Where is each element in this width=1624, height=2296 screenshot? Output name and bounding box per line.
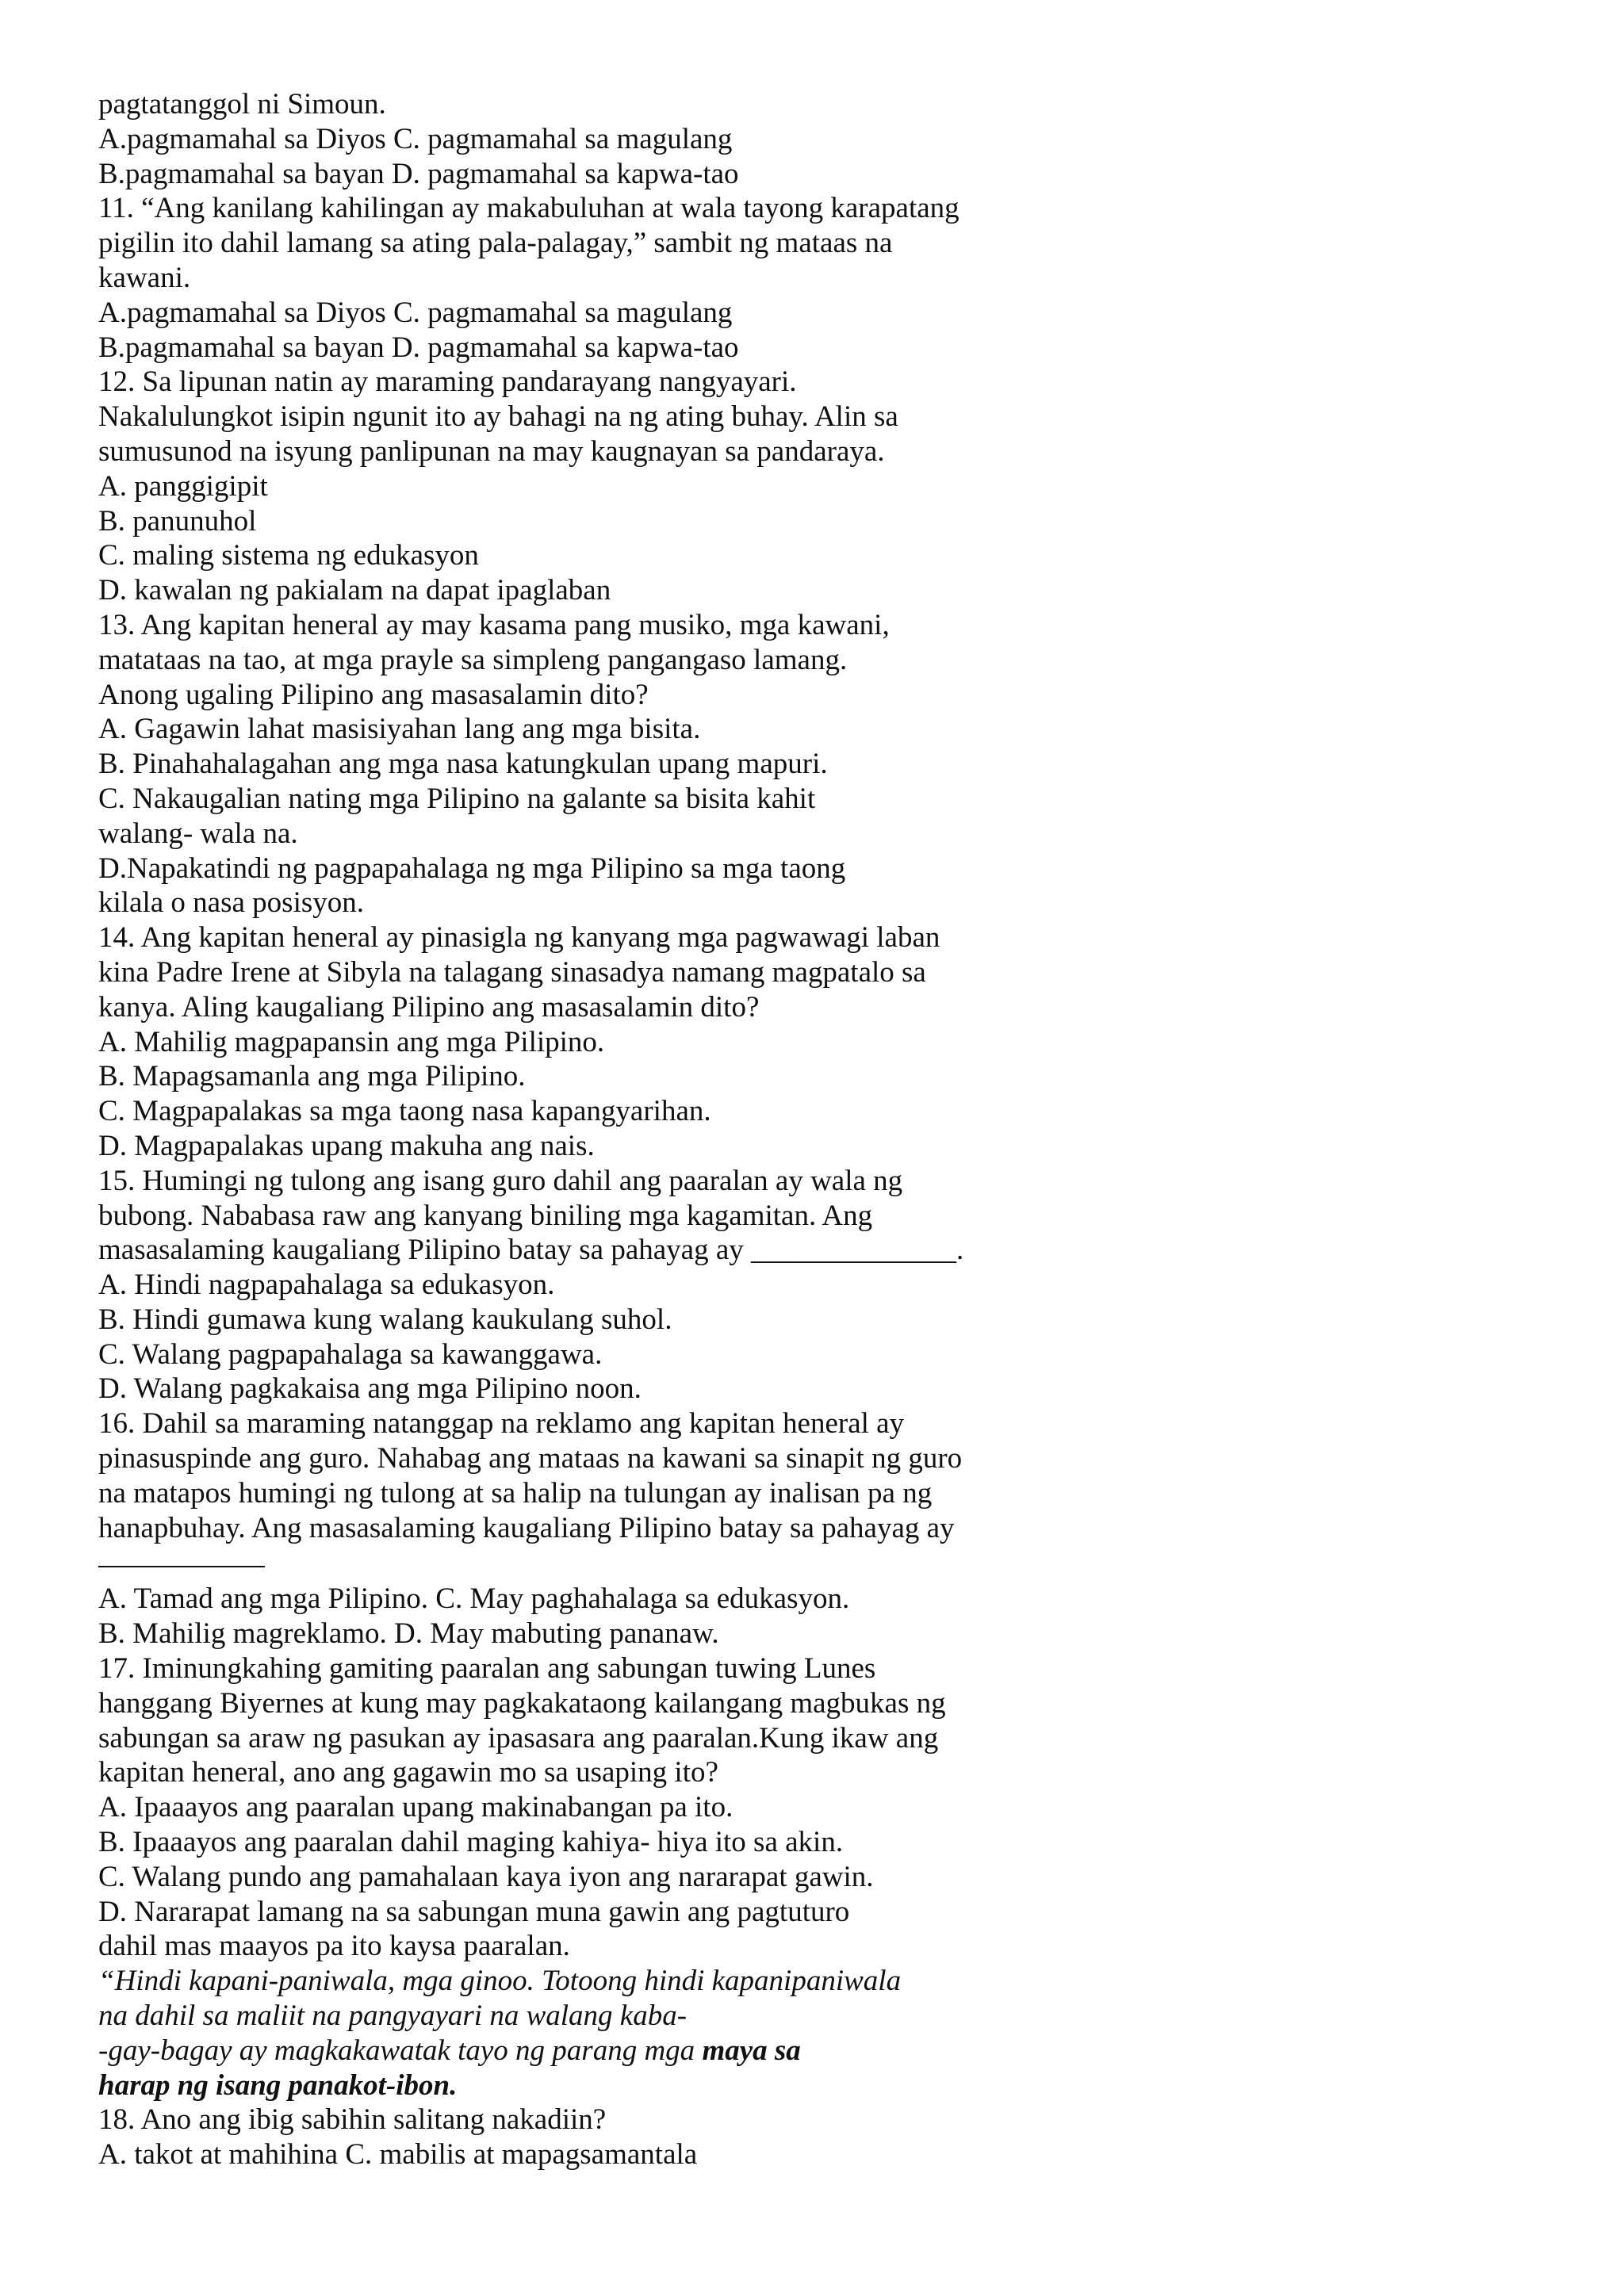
answer-blank [98,1545,265,1567]
text-line: pinasuspinde ang guro. Nahabag ang mataas na kawani sa sinapit ng guro [98,1442,963,1475]
text-line: sabungan sa araw ng pasukan ay ipasasara ang paaralan.Kung ikaw ang [98,1721,939,1755]
quote-line: na dahil sa maliit na pangyayari na walang kaba- [98,1999,688,2033]
question-block-10-16 [98,87,1573,1545]
text-line: kapitan heneral, ano ang gagawin mo sa usaping ito? [98,1756,718,1789]
text-line: B. Hindi gumawa kung walang kaukulang suhol. [98,1303,672,1336]
quote-emphasis-line: harap ng isang panakot-ibon. [98,2068,458,2102]
text-line: A.pagmamahal sa Diyos C. pagmamahal sa magulang [98,122,733,155]
text-line: matataas na tao, at mga prayle sa simpleng pangangaso lamang. [98,643,848,676]
text-line: kina Padre Irene at Sibyla na talagang sinasadya namang magpatalo sa [98,955,926,989]
text-line: 14. Ang kapitan heneral ay pinasigla ng kanyang mga pagwawagi laban [98,921,940,955]
text-line: D. Walang pagkakaisa ang mga Pilipino noon. [98,1372,642,1406]
text-line: 17. Iminungkahing gamiting paaralan ang sabungan tuwing Lunes [98,1652,876,1686]
quote-passage [98,1964,1573,2103]
text-line: A. Gagawin lahat masisiyahan lang ang mga bisita. [98,713,701,746]
text-line: B. Mapagsamanla ang mga Pilipino. [98,1060,526,1093]
text-line: A. panggigipit [98,469,268,503]
text-line: B. panunuhol [98,504,257,538]
text-line: 13. Ang kapitan heneral ay may kasama pang musiko, mga kawani, [98,608,890,641]
text-line: pigilin ito dahil lamang sa ating pala-palagay,” sambit ng mataas na [98,227,893,260]
text-line: A. Hindi nagpapahalaga sa edukasyon. [98,1269,555,1302]
text-line: A. Mahilig magpapansin ang mga Pilipino. [98,1025,605,1058]
text-line: A. takot at mahihina C. mabilis at mapagsamantala [98,2138,698,2172]
text-line: D.Napakatindi ng pagpapahalaga ng mga Pilipino sa mga taong [98,851,846,885]
text-line: 15. Humingi ng tulong ang isang guro dahil ang paaralan ay wala ng [98,1164,903,1197]
text-line: A. Ipaaayos ang paaralan upang makinabangan pa ito. [98,1791,733,1824]
quote-line [98,2034,1573,2068]
text-line: bubong. Nababasa raw ang kanyang biniling mga kagamitan. Ang [98,1199,873,1232]
text-line: C. Magpapalakas sa mga taong nasa kapangyarihan. [98,1095,711,1128]
text-line: walang- wala na. [98,817,298,850]
text-line: C. maling sistema ng edukasyon [98,539,479,572]
text-line: kanya. Aling kaugaliang Pilipino ang masasalamin dito? [98,990,760,1024]
text-line: hanapbuhay. Ang masasalaming kaugaliang Pilipino batay sa pahayag ay [98,1511,955,1544]
text-line: hanggang Biyernes at kung may pagkakataong kailangang magbukas ng [98,1686,946,1720]
text-line: B. Pinahahalagahan ang mga nasa katungkulan upang mapuri. [98,748,828,781]
quote-emphasis: maya sa [702,2034,801,2067]
text-line: C. Walang pagpapahalaga sa kawanggawa. [98,1337,603,1371]
text-line: dahil mas maayos pa ito kaysa paaralan. [98,1930,570,1963]
text-line: 16. Dahil sa maraming natanggap na reklamo ang kapitan heneral ay [98,1407,905,1441]
text-line: C. Walang pundo ang pamahalaan kaya iyon ang nararapat gawin. [98,1860,874,1893]
text-line: masasalaming kaugaliang Pilipino batay sa pahayag ay ______________. [98,1234,964,1267]
text-line: B.pagmamahal sa bayan D. pagmamahal sa kapwa-tao [98,331,739,364]
text-line: D. Magpapalakas upang makuha ang nais. [98,1129,595,1162]
text-line: B.pagmamahal sa bayan D. pagmamahal sa kapwa-tao [98,157,739,190]
text-line: A.pagmamahal sa Diyos C. pagmamahal sa magulang [98,296,733,329]
text-line: 12. Sa lipunan natin ay maraming pandarayang nangyayari. [98,365,797,399]
text-line: pagtatanggol ni Simoun. [98,88,386,121]
text-line: D. Nararapat lamang na sa sabungan muna gawin ang pagtuturo [98,1895,850,1928]
text-line: B. Ipaaayos ang paaralan dahil maging kahiya- hiya ito sa akin. [98,1826,844,1859]
document-body [98,87,1573,2172]
text-line: na matapos humingi ng tulong at sa halip na tulungan ay inalisan pa ng [98,1476,933,1510]
text-line: Anong ugaling Pilipino ang masasalamin dito? [98,678,649,711]
question-block-18 [98,2103,1573,2172]
text-line: C. Nakaugalian nating mga Pilipino na galante sa bisita kahit [98,782,816,815]
text-line: A. Tamad ang mga Pilipino. C. May paghahalaga sa edukasyon. [98,1582,850,1616]
text-line: D. kawalan ng pakialam na dapat ipaglaban [98,574,611,607]
question-block-16-17 [98,1582,1573,1964]
text-line: kawani. [98,261,191,294]
quote-line: “Hindi kapani-paniwala, mga ginoo. Totoong hindi kapanipaniwala [98,1965,902,1998]
text-line: B. Mahilig magreklamo. D. May mabuting pananaw. [98,1617,719,1651]
text-line: sumusunod na isyung panlipunan na may kaugnayan sa pandaraya. [98,434,885,468]
text-line: Nakalulungkot isipin ngunit ito ay bahagi na ng ating buhay. Alin sa [98,400,898,434]
text-line: 18. Ano ang ibig sabihin salitang nakadiin? [98,2103,607,2137]
text-line: kilala o nasa posisyon. [98,886,365,920]
text-line: 11. “Ang kanilang kahilingan ay makabuluhan at wala tayong karapatang [98,192,959,225]
quote-line-italic: -gay-bagay ay magkakawatak tayo ng parang mga [98,2034,703,2067]
